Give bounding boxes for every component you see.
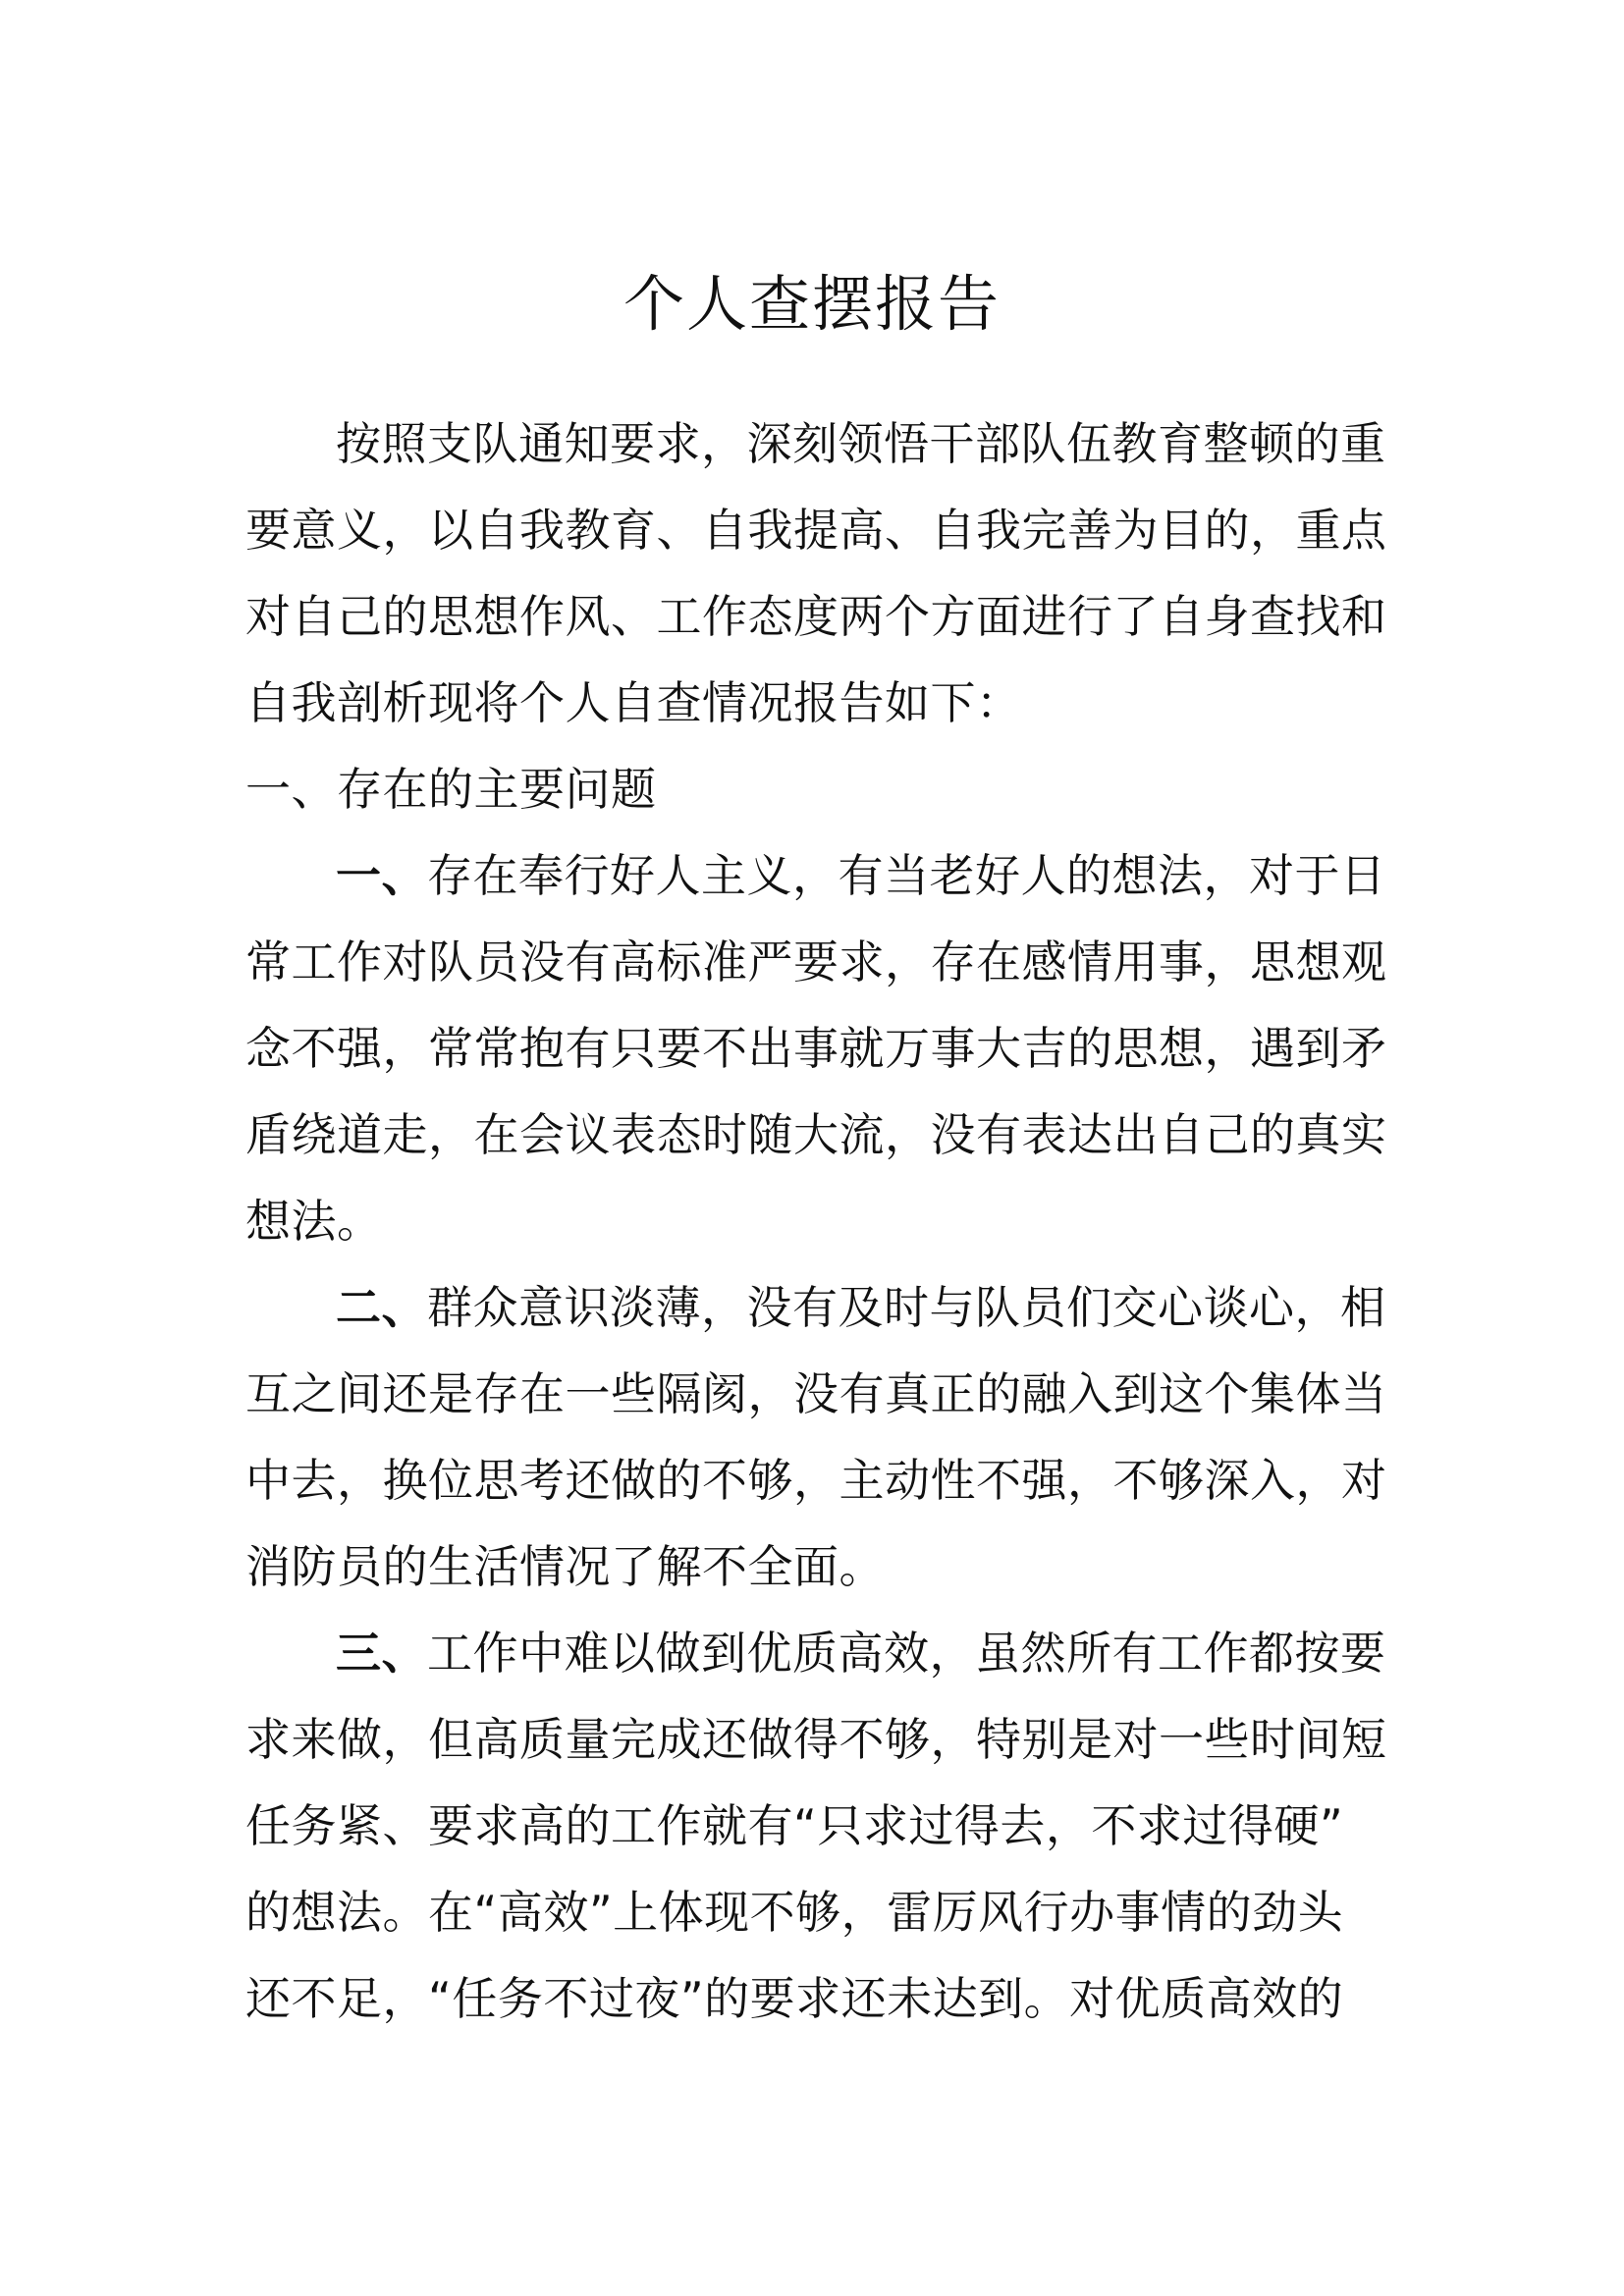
problem-text: 存在奉行好人主义，有当老好人的想法，对于日 [427, 849, 1386, 902]
problem-1-line: 盾绕道走，在会议表态时随大流，没有表达出自己的真实 [245, 1108, 1387, 1161]
problem-2-line: 互之间还是存在一些隔阂，没有真正的融入到这个集体当 [245, 1367, 1387, 1420]
section-heading: 一、存在的主要问题 [245, 763, 657, 816]
problem-3-first-line [245, 1610, 1388, 1696]
problem-2-line: 消防员的生活情况了解不全面。 [245, 1540, 885, 1593]
problem-number: 三、 [336, 1627, 427, 1680]
problem-1-first-line [245, 832, 1388, 919]
problem-2-first-line [245, 1264, 1388, 1351]
problem-text: 工作中难以做到优质高效，虽然所有工作都按要 [427, 1627, 1386, 1680]
document-title: 个人查摆报告 [623, 268, 1001, 340]
problem-3-line: 的想法。在“高效”上体现不够，雷厉风行办事情的劲头 [245, 1886, 1344, 1939]
intro-line: 按照支队通知要求，深刻领悟干部队伍教育整顿的重 [336, 417, 1386, 470]
problem-3-line: 求来做，但高质量完成还做得不够，特别是对一些时间短 [245, 1713, 1387, 1766]
problem-number: 一、 [336, 849, 427, 902]
problem-text: 群众意识淡薄，没有及时与队员们交心谈心，相 [427, 1281, 1386, 1334]
problem-1-line: 常工作对队员没有高标准严要求，存在感情用事，思想观 [245, 935, 1387, 988]
document-body [245, 400, 1388, 2042]
intro-line: 对自己的思想作风、工作态度两个方面进行了自身查找和 [245, 590, 1387, 643]
problem-number: 二、 [336, 1281, 427, 1334]
problem-3-line: 任务紧、要求高的工作就有“只求过得去，不求过得硬” [245, 1799, 1344, 1852]
problem-2-line: 中去，换位思考还做的不够，主动性不强，不够深入，对 [245, 1454, 1387, 1507]
problem-3-line: 还不足，“任务不过夜”的要求还未达到。对优质高效的 [245, 1972, 1344, 2025]
intro-line: 自我剖析现将个人自查情况报告如下： [245, 676, 1022, 729]
problem-1-line: 念不强，常常抱有只要不出事就万事大吉的思想，遇到矛 [245, 1022, 1387, 1075]
intro-line: 要意义，以自我教育、自我提高、自我完善为目的，重点 [245, 504, 1387, 557]
problem-1-line: 想法。 [245, 1195, 383, 1248]
